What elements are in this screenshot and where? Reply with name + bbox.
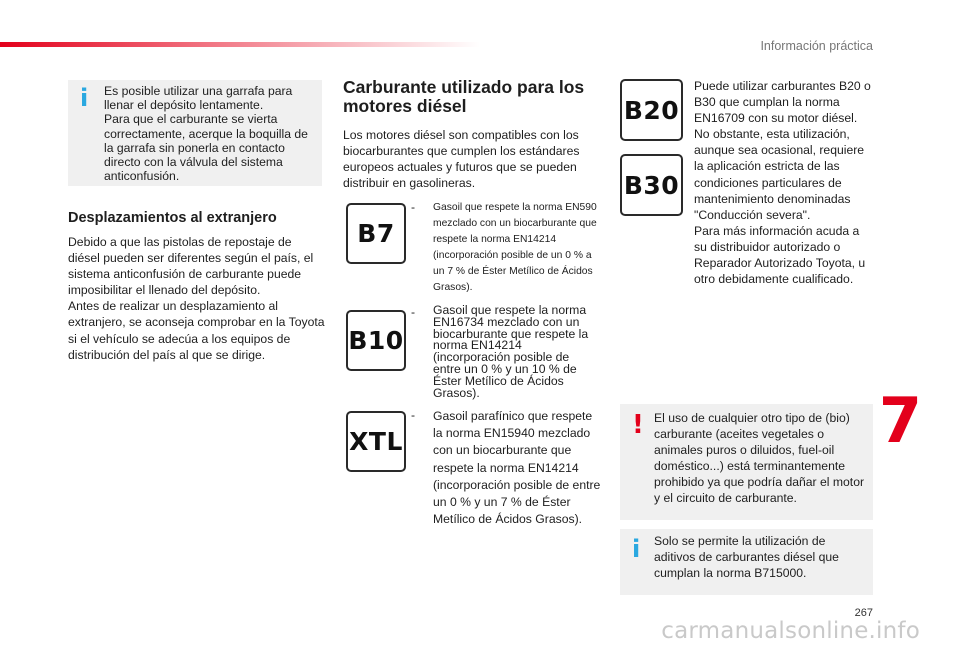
info-box-bottom (620, 529, 873, 595)
watermark-text: carmanualsonline.info (661, 618, 920, 644)
fuel-desc-b10: Gasoil que respete la norma EN16734 mezclado con un biocarburante que respete la norma EN14214 (incorporación posible de entre un 0 % y un 10 % de Éster Metílico de Ácidos Grasos). (433, 303, 589, 400)
warning-icon: ! (632, 410, 644, 440)
header-accent-bar (0, 42, 480, 47)
fuel-badge-xtl: XTL (346, 411, 406, 472)
info-box-bottom-text: Solo se permite la utilización de aditivos de carburantes diésel que cumplan la norma B715000. (654, 534, 839, 581)
fuel-badge-b7: B7 (346, 203, 406, 264)
warning-box-text: El uso de cualquier otro tipo de (bio) carburante (aceites vegetales o animales puros o diluidos, fuel-oil doméstico...) está terminantemente prohibido ya que podría dañar el motor y el circuito de carburante. (654, 411, 865, 506)
fuel-badge-b20: B20 (620, 79, 683, 141)
chapter-number: 7 (878, 384, 922, 457)
b20b30-text: Puede utilizar carburantes B20 o B30 que cumplan la norma EN16709 con su motor diésel. No obstante, esta utilización, aunque sea ocasional, requiere la aplicación estricta de las condiciones particulares de mantenimiento denominadas "Conducción severa". Para más información acuda a su distribuidor autorizado o Reparador Autorizado Toyota, u otro debidamente cualificado. (694, 79, 871, 287)
fuel-desc-b7: Gasoil que respete la norma EN590 mezclado con un biocarburante que respete la norma EN14214 (incorporación posible de un 0 % a un 7 % de Éster Metílico de Ácidos Grasos). (433, 202, 597, 294)
diesel-title: Carburante utilizado para los motores diésel (343, 77, 585, 116)
travel-title: Desplazamientos al extranjero (68, 210, 277, 226)
fuel-item-b7 (411, 200, 601, 297)
fuel-badge-b30: B30 (620, 154, 683, 216)
fuel-desc-xtl: Gasoil parafínico que respete la norma EN15940 mezclado con un biocarburante que respete la norma EN14214 (incorporación posible de entre un 0 % y un 7 % de Éster Metílico de Ácidos Grasos). (433, 409, 601, 527)
fuel-item-xtl (411, 408, 601, 528)
fuel-item-b10 (411, 305, 589, 399)
section-title: Información práctica (760, 39, 873, 53)
fuel-dash: - (411, 408, 416, 422)
fuel-dash: - (411, 305, 416, 319)
fuel-dash: - (411, 200, 416, 214)
diesel-intro: Los motores diésel son compatibles con los biocarburantes que cumplen los estándares europeos actuales y futuros que se pueden distribuir en gasolineras. (343, 128, 580, 191)
info-icon: i (80, 84, 89, 112)
info-box-top-text: Es posible utilizar una garrafa para llenar el depósito lentamente. Para que el carburante se vierta correctamente, acerque la boquilla de la garrafa sin ponerla en contacto directo con la válvula del sistema anticonfusión. (104, 84, 308, 184)
info-icon: i (632, 535, 641, 563)
travel-body: Debido a que las pistolas de repostaje de diésel pueden ser diferentes según el país, el sistema anticonfusión de carburante puede imposibilitar el llenado del depósito. Antes de realizar un desplazamiento al extranjero, se aconseja comprobar en la Toyota si el vehículo se adecúa a los equipos de distribución del país al que se dirige. (68, 235, 325, 362)
fuel-badge-b10: B10 (346, 310, 406, 371)
info-box-top (68, 80, 322, 186)
warning-box (620, 404, 873, 520)
page-number: 267 (854, 607, 873, 619)
